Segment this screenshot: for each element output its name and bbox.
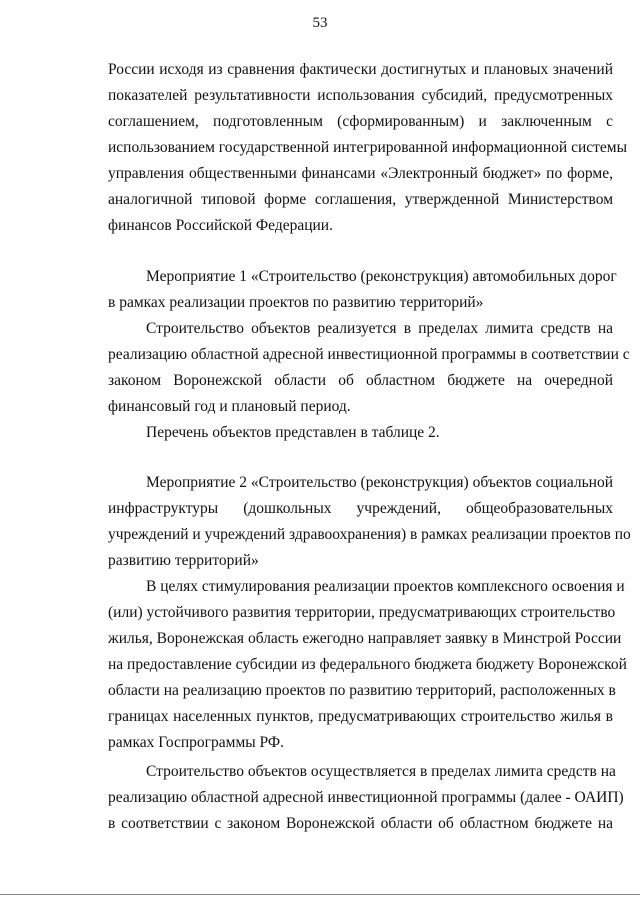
text-line: границах населенных пунктов, предусматривающих строительство жилья в: [108, 708, 613, 725]
text-line: рамках Госпрограммы РФ.: [108, 734, 285, 751]
text-line: финансовый год и плановый период.: [108, 398, 351, 415]
text-line: законом Воронежской области об областном бюджете на очередной: [108, 372, 613, 389]
section-heading-line: Мероприятие 2 «Строительство (реконструкция) объектов социальной: [146, 474, 613, 491]
text-line: В целях стимулирования реализации проектов комплексного освоения и: [146, 578, 625, 595]
text-line: аналогичной типовой форме соглашения, утвержденной Министерством: [108, 191, 613, 208]
text-line: показателей результативности использования субсидий, предусмотренных: [108, 87, 613, 104]
section-heading-line: учреждений и учреждений здравоохранения) в рамках реализации проектов по: [108, 526, 631, 543]
section-heading-line: инфраструктуры (дошкольных учреждений, общеобразовательных: [108, 500, 613, 517]
text-line: Строительство объектов осуществляется в пределах лимита средств на: [146, 763, 616, 780]
section-heading-line: развитию территорий»: [108, 552, 259, 569]
text-line: реализацию областной адресной инвестиционной программы (далее - ОАИП): [108, 789, 624, 806]
text-line: России исходя из сравнения фактически достигнутых и плановых значений: [108, 61, 613, 78]
text-line: Строительство объектов реализуется в пределах лимита средств на: [146, 320, 613, 337]
text-line: финансов Российской Федерации.: [108, 217, 333, 234]
text-line: на предоставление субсидии из федерального бюджета бюджету Воронежской: [108, 656, 627, 673]
text-line: области на реализацию проектов по развитию территорий, расположенных в: [108, 682, 616, 699]
text-line: в соответствии с законом Воронежской области об областном бюджете на: [108, 815, 613, 832]
text-line: жилья, Воронежская область ежегодно направляет заявку в Минстрой России: [108, 630, 622, 647]
text-line: Перечень объектов представлен в таблице 2.: [146, 424, 440, 441]
text-line: соглашением, подготовленным (сформированным) и заключенным с: [108, 113, 613, 130]
text-line: реализацию областной адресной инвестиционной программы в соответствии с: [108, 346, 630, 363]
section-heading-line: Мероприятие 1 «Строительство (реконструкция) автомобильных дорог: [146, 268, 617, 285]
text-line: управления общественными финансами «Электронный бюджет» по форме,: [108, 165, 613, 182]
text-line: использованием государственной интегрированной информационной системы: [108, 139, 628, 156]
section-heading-line: в рамках реализации проектов по развитию территорий»: [108, 294, 484, 311]
page-number: 53: [312, 15, 328, 31]
page-bottom-rule: [0, 894, 640, 895]
text-line: (или) устойчивого развития территории, предусматривающих строительство: [108, 604, 616, 621]
